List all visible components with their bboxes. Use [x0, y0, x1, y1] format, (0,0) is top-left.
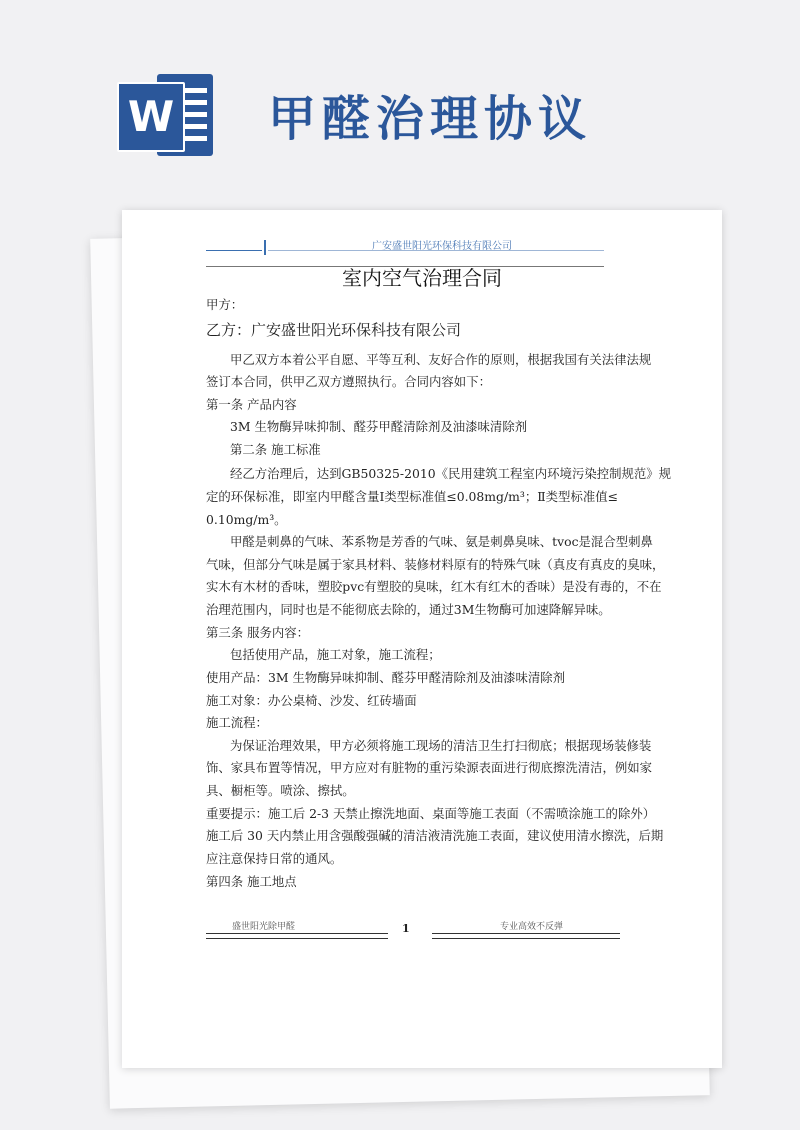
party-a-line: 甲方：: [206, 297, 244, 312]
footer-rule: [432, 938, 620, 939]
document-title: 室内空气治理合同: [342, 266, 502, 290]
paragraph-line: 使用产品：3M 生物酶异味抑制、醛芬甲醛清除剂及油漆味清除剂: [206, 670, 566, 685]
banner-title: 甲醛治理协议: [268, 91, 593, 147]
paragraph-line: 甲乙双方本着公平自愿、平等互利、友好合作的原则，根据我国有关法律法规: [230, 352, 652, 367]
paragraph-line: 甲醛是刺鼻的气味、苯系物是芳香的气味、氨是刺鼻臭味、tvoc是混合型刺鼻: [230, 534, 653, 549]
paragraph-line: 饰、家具布置等情况，甲方应对有脏物的重污染源表面进行彻底擦洗清洁，例如家: [206, 760, 653, 775]
section-heading: 第二条 施工标准: [230, 442, 321, 457]
section-heading: 第一条 产品内容: [206, 397, 297, 412]
paragraph-line: 施工对象：办公桌椅、沙发、红砖墙面: [206, 693, 417, 708]
paragraph-line: 具、橱柜等。喷涂、擦拭。: [206, 783, 355, 798]
word-document-icon: [107, 74, 217, 156]
paragraph-line: 气味，但部分气味是属于家具材料、装修材料原有的特殊气味（真皮有真皮的臭味，: [206, 557, 665, 572]
paragraph-line: 施工流程：: [206, 715, 268, 730]
paragraph-line: 定的环保标准，即室内甲醛含量Ⅰ类型标准值≤0.08mg/m³；Ⅱ类型标准值≤: [206, 489, 619, 504]
document-page: [122, 210, 722, 1068]
paragraph-line: 重要提示：施工后 2-3 天禁止擦洗地面、桌面等施工表面（不需喷涂施工的除外）: [206, 806, 656, 821]
paragraph-line: 0.10mg/m³。: [206, 512, 287, 527]
footer-rule: [206, 938, 388, 939]
footer-rule: [432, 933, 620, 934]
paragraph-line: 应注意保持日常的通风。: [206, 851, 343, 866]
header-rule-left: [206, 250, 262, 251]
section-heading: 第三条 服务内容：: [206, 625, 310, 640]
paragraph-line: 施工后 30 天内禁止用含强酸强碱的清洁液清洗施工表面，建议使用清水擦洗，后期: [206, 828, 664, 843]
paragraph-line: 经乙方治理后，达到GB50325-2010《民用建筑工程室内环境污染控制规范》规: [230, 466, 672, 481]
paragraph-line: 治理范围内，同时也是不能彻底去除的，通过3M生物酶可加速降解异味。: [206, 602, 611, 617]
footer-right-text: 专业高效不反弹: [500, 922, 564, 932]
paragraph-line: 签订本合同，供甲乙双方遵照执行。合同内容如下：: [206, 374, 491, 389]
page-number: 1: [402, 922, 410, 935]
header-bar: [264, 240, 266, 255]
party-b-line: 乙方：广安盛世阳光环保科技有限公司: [206, 321, 462, 339]
paragraph-line: 实木有木材的香味，塑胶pvc有塑胶的臭味，红木有红木的香味）是没有毒的，不在: [206, 579, 662, 594]
header-company: 广安盛世阳光环保科技有限公司: [372, 241, 512, 252]
footer-rule: [206, 933, 388, 934]
section-heading: 第四条 施工地点: [206, 874, 297, 889]
paragraph-line: 3M 生物酶异味抑制、醛芬甲醛清除剂及油漆味清除剂: [230, 419, 528, 434]
word-letter: W: [117, 82, 185, 152]
paragraph-line: 包括使用产品，施工对象，施工流程；: [230, 647, 441, 662]
banner: [0, 0, 800, 190]
footer-left-text: 盛世阳光除甲醛: [232, 922, 296, 932]
paragraph-line: 为保证治理效果，甲方必须将施工现场的清洁卫生打扫彻底；根据现场装修装: [230, 738, 652, 753]
